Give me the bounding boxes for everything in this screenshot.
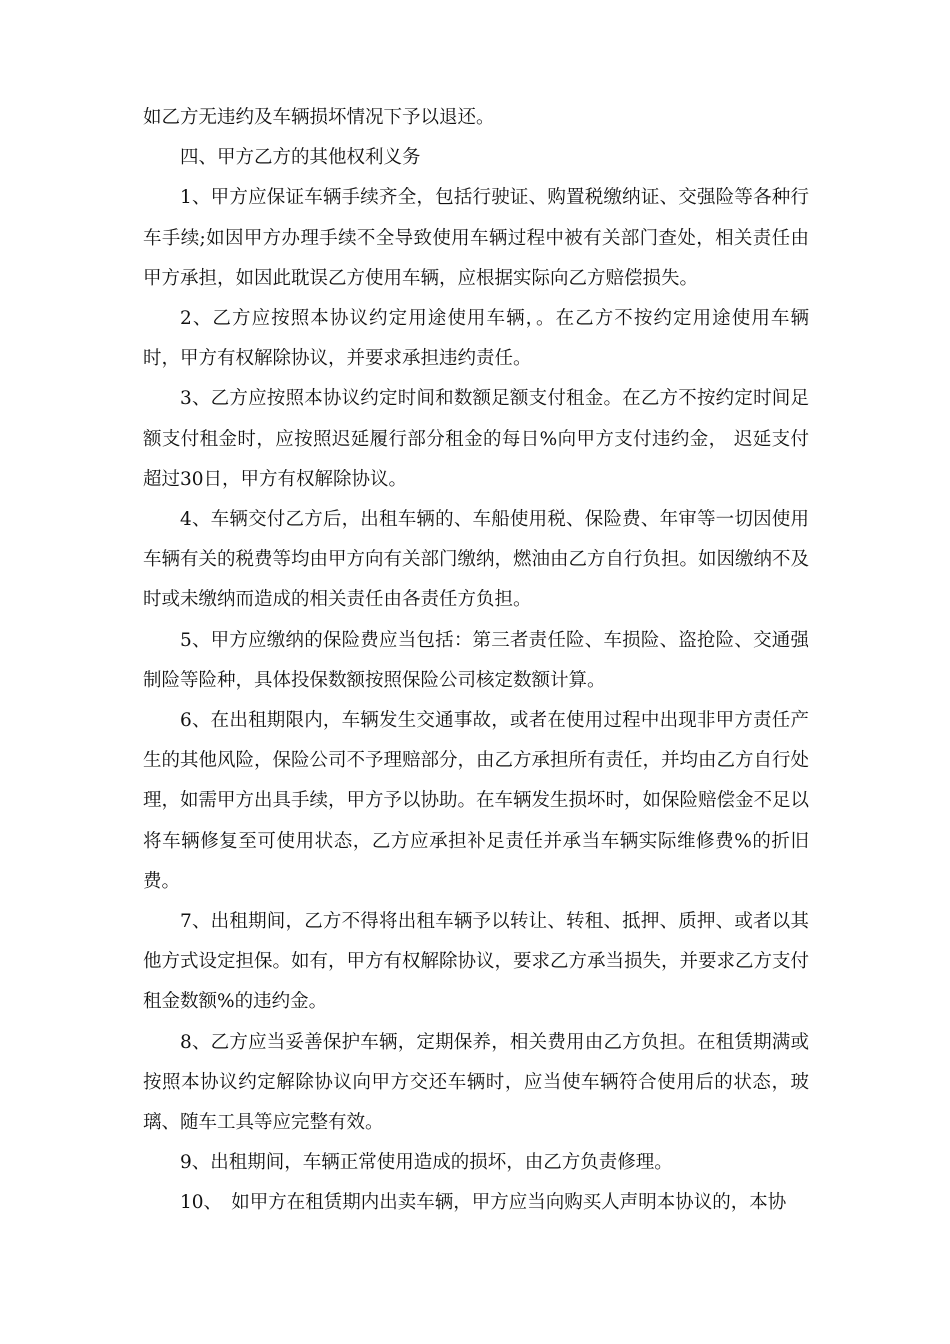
section-heading-other-rights: 四、甲方乙方的其他权利义务: [180, 147, 421, 169]
clause-9: 9、出租期间，车辆正常使用造成的损坏，由乙方负责修理。: [180, 1152, 673, 1174]
clause-7: 7、出租期间，乙方不得将出租车辆予以转让、转租、抵押、质押、或者以其他方式设定担保。如有，甲方有权解除协议，要求乙方承当损失，并要求乙方支付租金数额%的违约金。: [143, 911, 810, 1013]
document-body: [143, 98, 809, 1224]
clause-4: 4、车辆交付乙方后，出租车辆的、车船使用税、保险费、年审等一切因使用车辆有关的税费等均由甲方向有关部门缴纳，燃油由乙方自行负担。如因缴纳不及时或未缴纳而造成的相关责任由各责任方负担。: [143, 509, 810, 611]
clause-1: 1、甲方应保证车辆手续齐全，包括行驶证、购置税缴纳证、交强险等各种行车手续;如因甲方办理手续不全导致使用车辆过程中被有关部门查处，相关责任由甲方承担，如因此耽误乙方使用车辆，应根据实际向乙方赔偿损失。: [143, 187, 809, 289]
clause-8: 8、乙方应当妥善保护车辆，定期保养，相关费用由乙方负担。在租赁期满或按照本协议约定解除协议向甲方交还车辆时，应当使车辆符合使用后的状态，玻璃、随车工具等应完整有效。: [143, 1031, 809, 1134]
clause-3: 3、乙方应按照本协议约定时间和数额足额支付租金。在乙方不按约定时间足额支付租金时，应按照迟延履行部分租金的每日%向甲方支付违约金， 迟延支付超过30日，甲方有权解除协议。: [143, 388, 809, 490]
paragraph-deposit-return: 如乙方无违约及车辆损坏情况下予以退还。: [143, 107, 495, 128]
clause-6: 6、在出租期限内，车辆发生交通事故，或者在使用过程中出现非甲方责任产生的其他风险，保险公司不予理赔部分，由乙方承担所有责任，并均由乙方自行处理，如需甲方出具手续，甲方予以协助。在车辆发生损坏时，如保险赔偿金不足以将车辆修复至可使用状态，乙方应承担补足责任并承当车辆实际维修费%的折旧费。: [143, 710, 810, 892]
clause-10: 10、 如甲方在租赁期内出卖车辆，甲方应当向购买人声明本协议的，本协: [180, 1192, 787, 1214]
clause-2: 2、乙方应按照本协议约定用途使用车辆，。在乙方不按约定用途使用车辆时，甲方有权解除协议，并要求承担违约责任。: [143, 308, 809, 370]
clause-5: 5、甲方应缴纳的保险费应当包括：第三者责任险、车损险、盗抢险、交通强制险等险种，具体投保数额按照保险公司核定数额计算。: [143, 629, 809, 691]
